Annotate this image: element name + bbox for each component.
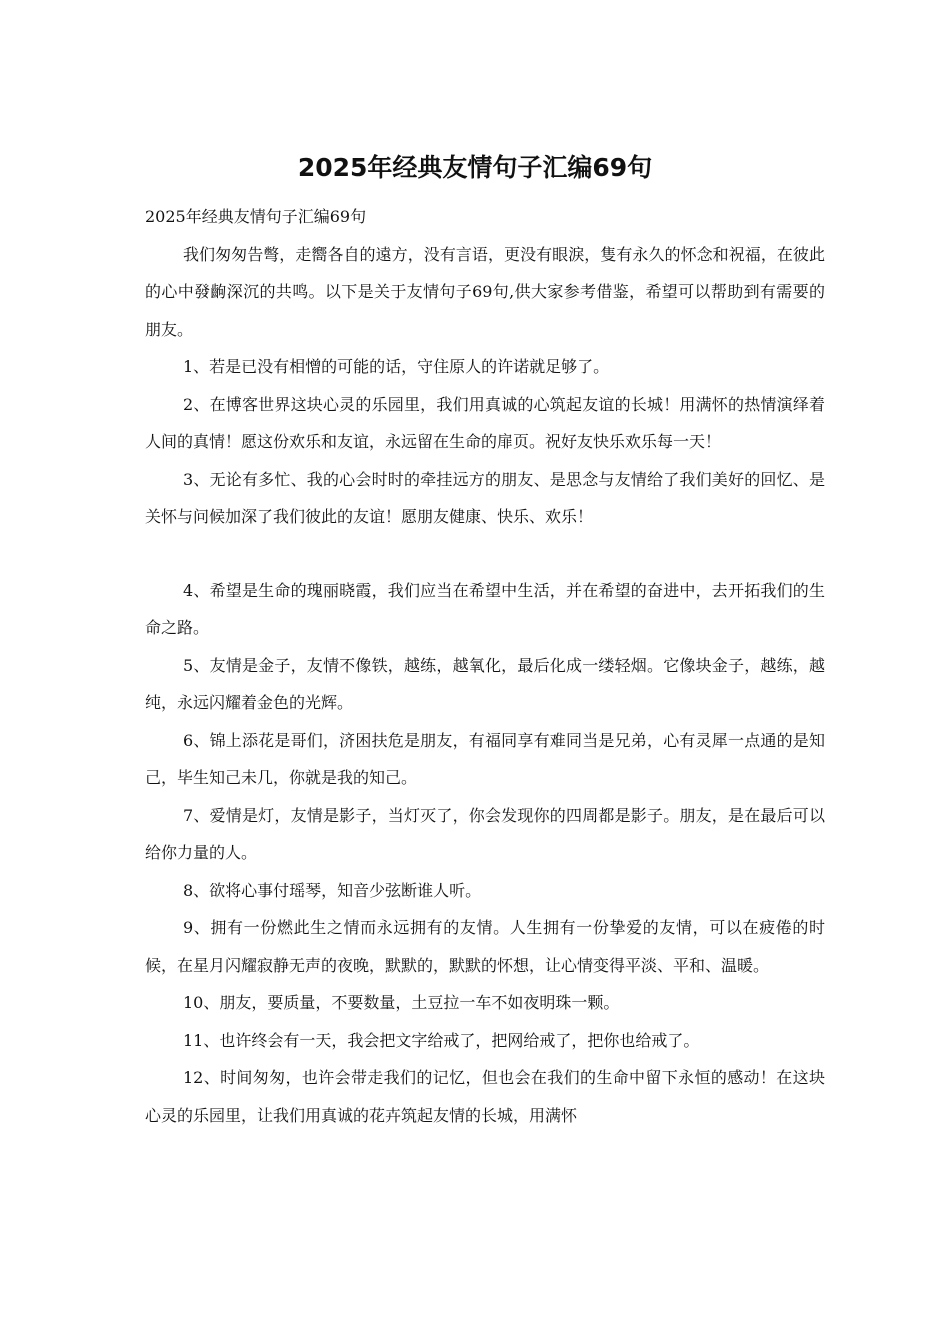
quote-item: 10、朋友，要质量，不要数量，土豆拉一车不如夜明珠一颗。: [183, 993, 620, 1012]
quote-item: 5、友情是金子，友情不像铁，越练，越氧化，最后化成一缕轻烟。它像块金子，越练，越纯，永远闪耀着金色的光辉。: [145, 655, 825, 712]
document-title: 2025年经典友情句子汇编69句: [297, 153, 653, 182]
intro-paragraph: 我们匆匆告彆，走嚮各自的遠方，没有言语，更没有眼淚，隻有永久的怀念和祝福，在彼此的心中發齣深沉的共鸣。以下是关于友情句子69句,供大家参考借鉴，希望可以帮助到有需要的朋友。: [145, 244, 825, 339]
quote-item: 6、锦上添花是哥们，济困扶危是朋友，有福同享有难同当是兄弟，心有灵犀一点通的是知己，毕生知己未几，你就是我的知己。: [145, 730, 825, 787]
quote-item: 12、时间匆匆，也许会带走我们的记忆，但也会在我们的生命中留下永恒的感动！在这块心灵的乐园里，让我们用真诚的花卉筑起友情的长城，用满怀: [145, 1068, 825, 1125]
document-subtitle: 2025年经典友情句子汇编69句: [145, 207, 367, 226]
quote-item: 1、若是已没有相憎的可能的话，守住原人的许诺就足够了。: [183, 357, 610, 376]
quote-item: 9、拥有一份燃此生之情而永远拥有的友情。人生拥有一份挚爱的友情，可以在疲倦的时候，在星月闪耀寂静无声的夜晚，默默的，默默的怀想，让心情变得平淡、平和、温暖。: [145, 918, 825, 975]
quote-item: 7、爱情是灯，友情是影子，当灯灭了，你会发现你的四周都是影子。朋友，是在最后可以给你力量的人。: [145, 805, 825, 862]
document-body: [145, 198, 825, 1134]
quote-item: 4、希望是生命的瑰丽晓霞，我们应当在希望中生活，并在希望的奋进中，去开拓我们的生命之路。: [145, 580, 825, 637]
quote-item: 8、欲将心事付瑶琴，知音少弦断谁人听。: [183, 880, 482, 900]
quote-item: 3、无论有多忙、我的心会时时的牵挂远方的朋友、是思念与友情给了我们美好的回忆、是关怀与问候加深了我们彼此的友谊！愿朋友健康、快乐、欢乐！: [145, 469, 825, 526]
quote-item: 11、也许终会有一天，我会把文字给戒了，把网给戒了，把你也给戒了。: [183, 1030, 700, 1050]
quote-item: 2、在博客世界这块心灵的乐园里，我们用真诚的心筑起友谊的长城！用满怀的热情演绎着人间的真情！愿这份欢乐和友谊，永远留在生命的扉页。祝好友快乐欢乐每一天！: [145, 394, 825, 451]
